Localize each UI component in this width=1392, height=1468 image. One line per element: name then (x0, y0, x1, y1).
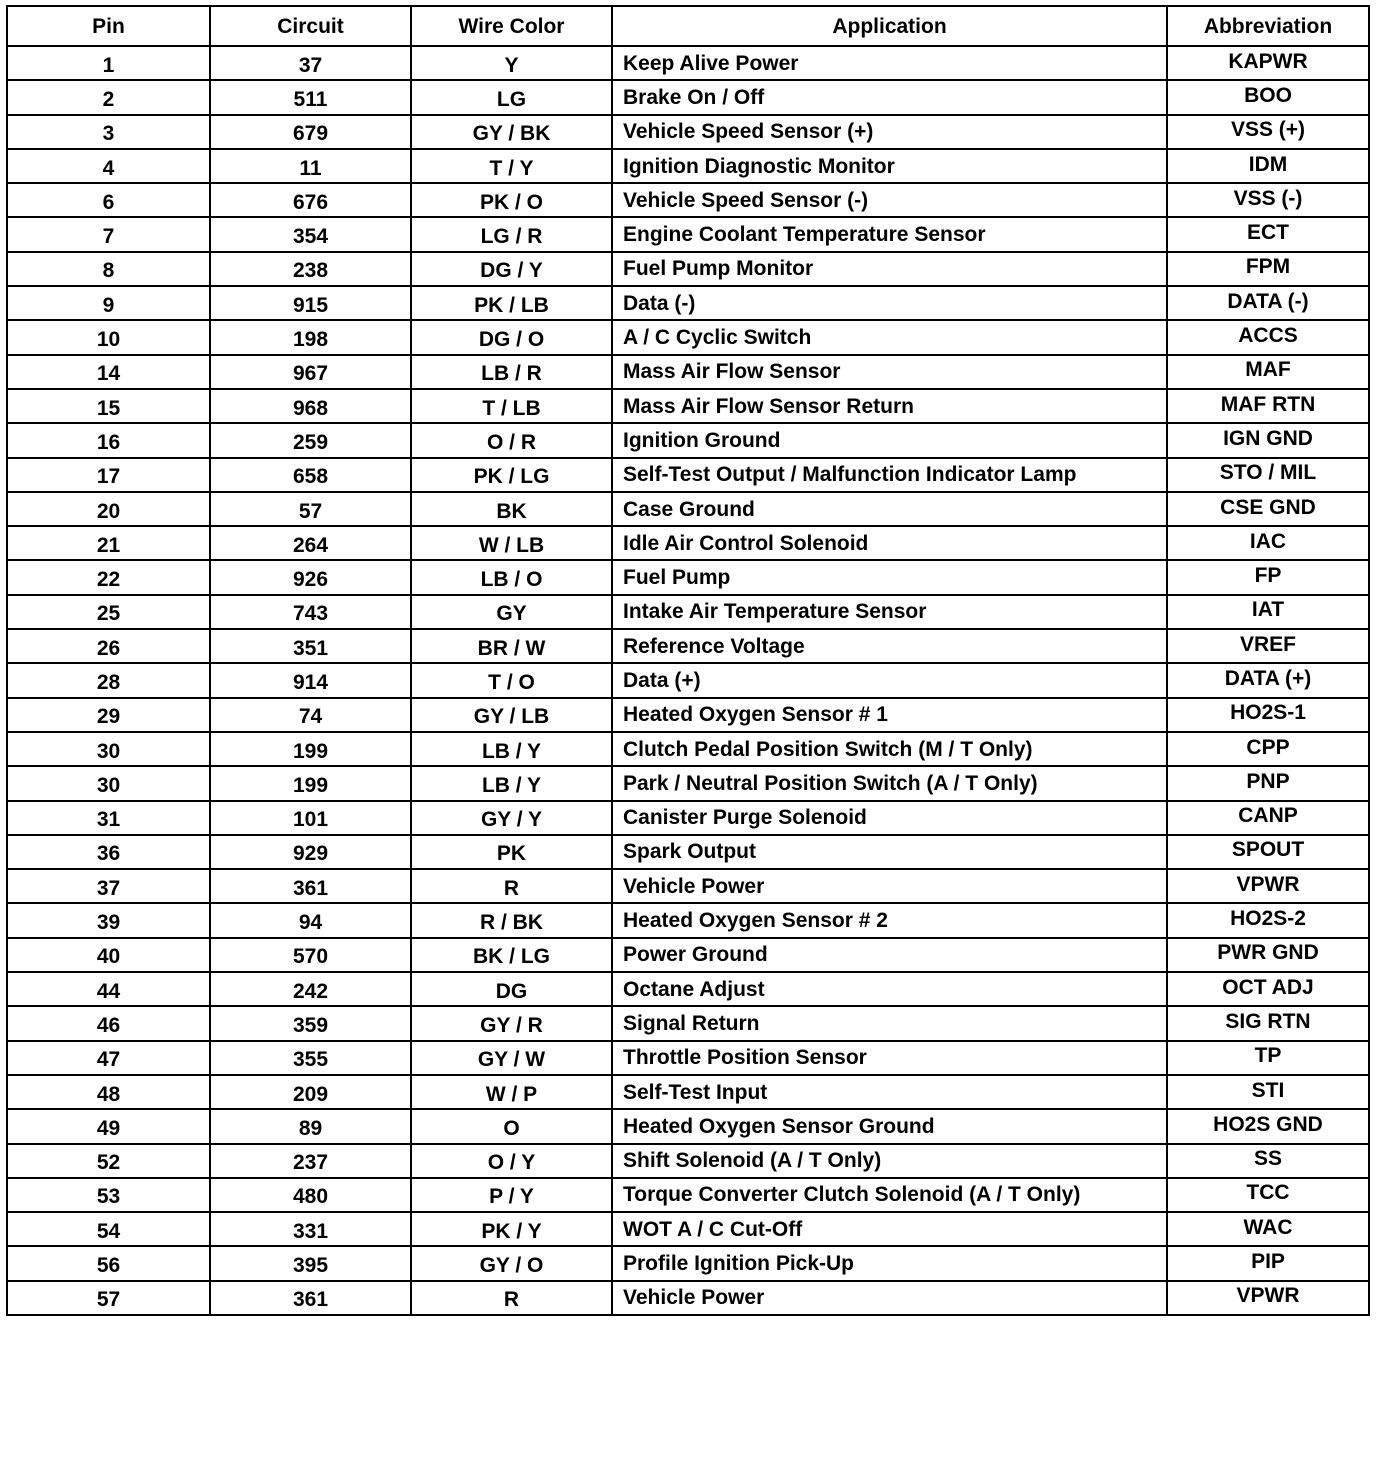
circuit-cell: 199 (210, 732, 411, 766)
wire-color-cell: GY / LB (411, 698, 612, 732)
table-row (7, 423, 1369, 457)
circuit-cell: 676 (210, 183, 411, 217)
table-body (7, 46, 1369, 1315)
abbreviation-cell: TCC (1167, 1178, 1369, 1212)
table-row (7, 972, 1369, 1006)
circuit-cell: 914 (210, 663, 411, 697)
wire-color-cell: R / BK (411, 903, 612, 937)
abbreviation-cell: ACCS (1167, 320, 1369, 354)
abbreviation-cell: WAC (1167, 1212, 1369, 1246)
pin-cell: 57 (7, 1281, 210, 1315)
circuit-cell: 967 (210, 355, 411, 389)
application-cell: Mass Air Flow Sensor Return (612, 389, 1167, 423)
wire-color-cell: R (411, 1281, 612, 1315)
pin-cell: 25 (7, 595, 210, 629)
application-cell: Data (+) (612, 663, 1167, 697)
pin-cell: 39 (7, 903, 210, 937)
wire-color-cell: LB / O (411, 560, 612, 594)
abbreviation-cell: VSS (-) (1167, 183, 1369, 217)
application-cell: Heated Oxygen Sensor # 2 (612, 903, 1167, 937)
application-cell: Keep Alive Power (612, 46, 1167, 80)
table-row (7, 1109, 1369, 1143)
circuit-cell: 199 (210, 766, 411, 800)
table-row (7, 1006, 1369, 1040)
pin-cell: 46 (7, 1006, 210, 1040)
circuit-cell: 968 (210, 389, 411, 423)
wire-color-cell: GY / W (411, 1041, 612, 1075)
application-cell: WOT A / C Cut-Off (612, 1212, 1167, 1246)
circuit-cell: 94 (210, 903, 411, 937)
abbreviation-cell: IAC (1167, 526, 1369, 560)
pin-cell: 52 (7, 1144, 210, 1178)
abbreviation-cell: VPWR (1167, 1281, 1369, 1315)
table-row (7, 526, 1369, 560)
pin-cell: 54 (7, 1212, 210, 1246)
wire-color-cell: T / O (411, 663, 612, 697)
application-cell: Vehicle Speed Sensor (-) (612, 183, 1167, 217)
pin-cell: 30 (7, 732, 210, 766)
circuit-cell: 361 (210, 1281, 411, 1315)
circuit-cell: 354 (210, 217, 411, 251)
application-cell: Profile Ignition Pick-Up (612, 1246, 1167, 1280)
circuit-cell: 915 (210, 286, 411, 320)
pin-cell: 30 (7, 766, 210, 800)
application-cell: Brake On / Off (612, 80, 1167, 114)
wire-color-cell: O (411, 1109, 612, 1143)
pin-cell: 28 (7, 663, 210, 697)
table-row (7, 183, 1369, 217)
circuit-cell: 351 (210, 629, 411, 663)
header-abbreviation: Abbreviation (1167, 6, 1369, 46)
pin-cell: 29 (7, 698, 210, 732)
wire-color-cell: T / LB (411, 389, 612, 423)
pin-cell: 4 (7, 149, 210, 183)
table-row (7, 938, 1369, 972)
table-row (7, 217, 1369, 251)
pin-cell: 26 (7, 629, 210, 663)
table-row (7, 355, 1369, 389)
table-row (7, 149, 1369, 183)
wire-color-cell: BK (411, 492, 612, 526)
table-row (7, 663, 1369, 697)
pin-assignment-table (6, 5, 1370, 1316)
pin-cell: 21 (7, 526, 210, 560)
circuit-cell: 101 (210, 801, 411, 835)
abbreviation-cell: IDM (1167, 149, 1369, 183)
application-cell: Torque Converter Clutch Solenoid (A / T Only) (612, 1178, 1167, 1212)
application-cell: Engine Coolant Temperature Sensor (612, 217, 1167, 251)
circuit-cell: 926 (210, 560, 411, 594)
pin-cell: 48 (7, 1075, 210, 1109)
circuit-cell: 743 (210, 595, 411, 629)
header-row (7, 6, 1369, 46)
application-cell: Reference Voltage (612, 629, 1167, 663)
application-cell: Shift Solenoid (A / T Only) (612, 1144, 1167, 1178)
application-cell: Idle Air Control Solenoid (612, 526, 1167, 560)
abbreviation-cell: BOO (1167, 80, 1369, 114)
application-cell: Fuel Pump (612, 560, 1167, 594)
application-cell: Power Ground (612, 938, 1167, 972)
table-row (7, 46, 1369, 80)
table-row (7, 389, 1369, 423)
wire-color-cell: DG / O (411, 320, 612, 354)
pin-cell: 56 (7, 1246, 210, 1280)
abbreviation-cell: SPOUT (1167, 835, 1369, 869)
application-cell: A / C Cyclic Switch (612, 320, 1167, 354)
abbreviation-cell: CPP (1167, 732, 1369, 766)
wire-color-cell: GY / Y (411, 801, 612, 835)
wire-color-cell: O / Y (411, 1144, 612, 1178)
application-cell: Clutch Pedal Position Switch (M / T Only) (612, 732, 1167, 766)
table-row (7, 492, 1369, 526)
abbreviation-cell: IGN GND (1167, 423, 1369, 457)
abbreviation-cell: HO2S-1 (1167, 698, 1369, 732)
circuit-cell: 11 (210, 149, 411, 183)
pin-cell: 2 (7, 80, 210, 114)
wire-color-cell: R (411, 869, 612, 903)
application-cell: Canister Purge Solenoid (612, 801, 1167, 835)
wire-color-cell: GY / R (411, 1006, 612, 1040)
abbreviation-cell: PNP (1167, 766, 1369, 800)
application-cell: Spark Output (612, 835, 1167, 869)
pin-cell: 40 (7, 938, 210, 972)
pin-cell: 20 (7, 492, 210, 526)
circuit-cell: 395 (210, 1246, 411, 1280)
circuit-cell: 679 (210, 115, 411, 149)
pin-table-page (6, 5, 1368, 1316)
circuit-cell: 259 (210, 423, 411, 457)
abbreviation-cell: KAPWR (1167, 46, 1369, 80)
wire-color-cell: PK / LB (411, 286, 612, 320)
abbreviation-cell: DATA (+) (1167, 663, 1369, 697)
circuit-cell: 929 (210, 835, 411, 869)
application-cell: Data (-) (612, 286, 1167, 320)
wire-color-cell: LG / R (411, 217, 612, 251)
wire-color-cell: BK / LG (411, 938, 612, 972)
table-row (7, 595, 1369, 629)
table-row (7, 801, 1369, 835)
circuit-cell: 480 (210, 1178, 411, 1212)
wire-color-cell: BR / W (411, 629, 612, 663)
wire-color-cell: T / Y (411, 149, 612, 183)
application-cell: Vehicle Power (612, 869, 1167, 903)
abbreviation-cell: STI (1167, 1075, 1369, 1109)
table-row (7, 1178, 1369, 1212)
abbreviation-cell: TP (1167, 1041, 1369, 1075)
abbreviation-cell: VSS (+) (1167, 115, 1369, 149)
table-row (7, 766, 1369, 800)
table-row (7, 1281, 1369, 1315)
abbreviation-cell: ECT (1167, 217, 1369, 251)
table-row (7, 1041, 1369, 1075)
table-row (7, 1246, 1369, 1280)
pin-cell: 36 (7, 835, 210, 869)
wire-color-cell: DG (411, 972, 612, 1006)
wire-color-cell: PK / Y (411, 1212, 612, 1246)
table-row (7, 560, 1369, 594)
application-cell: Throttle Position Sensor (612, 1041, 1167, 1075)
abbreviation-cell: VPWR (1167, 869, 1369, 903)
abbreviation-cell: FP (1167, 560, 1369, 594)
abbreviation-cell: MAF RTN (1167, 389, 1369, 423)
application-cell: Heated Oxygen Sensor Ground (612, 1109, 1167, 1143)
abbreviation-cell: SIG RTN (1167, 1006, 1369, 1040)
wire-color-cell: W / P (411, 1075, 612, 1109)
abbreviation-cell: VREF (1167, 629, 1369, 663)
pin-cell: 6 (7, 183, 210, 217)
wire-color-cell: LB / R (411, 355, 612, 389)
circuit-cell: 198 (210, 320, 411, 354)
pin-cell: 1 (7, 46, 210, 80)
table-row (7, 1212, 1369, 1246)
pin-cell: 53 (7, 1178, 210, 1212)
abbreviation-cell: OCT ADJ (1167, 972, 1369, 1006)
abbreviation-cell: PIP (1167, 1246, 1369, 1280)
wire-color-cell: DG / Y (411, 252, 612, 286)
application-cell: Mass Air Flow Sensor (612, 355, 1167, 389)
application-cell: Ignition Diagnostic Monitor (612, 149, 1167, 183)
table-row (7, 320, 1369, 354)
circuit-cell: 37 (210, 46, 411, 80)
application-cell: Self-Test Output / Malfunction Indicator Lamp (612, 458, 1167, 492)
pin-cell: 8 (7, 252, 210, 286)
pin-cell: 16 (7, 423, 210, 457)
application-cell: Octane Adjust (612, 972, 1167, 1006)
application-cell: Park / Neutral Position Switch (A / T Only) (612, 766, 1167, 800)
circuit-cell: 570 (210, 938, 411, 972)
wire-color-cell: LB / Y (411, 732, 612, 766)
wire-color-cell: LB / Y (411, 766, 612, 800)
wire-color-cell: GY / BK (411, 115, 612, 149)
circuit-cell: 89 (210, 1109, 411, 1143)
pin-cell: 31 (7, 801, 210, 835)
pin-cell: 47 (7, 1041, 210, 1075)
circuit-cell: 264 (210, 526, 411, 560)
pin-cell: 7 (7, 217, 210, 251)
wire-color-cell: PK (411, 835, 612, 869)
abbreviation-cell: SS (1167, 1144, 1369, 1178)
header-circuit: Circuit (210, 6, 411, 46)
abbreviation-cell: CANP (1167, 801, 1369, 835)
wire-color-cell: LG (411, 80, 612, 114)
application-cell: Case Ground (612, 492, 1167, 526)
application-cell: Vehicle Speed Sensor (+) (612, 115, 1167, 149)
application-cell: Ignition Ground (612, 423, 1167, 457)
application-cell: Vehicle Power (612, 1281, 1167, 1315)
abbreviation-cell: STO / MIL (1167, 458, 1369, 492)
table-row (7, 252, 1369, 286)
header-wire-color: Wire Color (411, 6, 612, 46)
application-cell: Heated Oxygen Sensor # 1 (612, 698, 1167, 732)
table-row (7, 1075, 1369, 1109)
application-cell: Fuel Pump Monitor (612, 252, 1167, 286)
abbreviation-cell: CSE GND (1167, 492, 1369, 526)
table-header (7, 6, 1369, 46)
table-row (7, 903, 1369, 937)
circuit-cell: 331 (210, 1212, 411, 1246)
header-application: Application (612, 6, 1167, 46)
pin-cell: 17 (7, 458, 210, 492)
pin-cell: 22 (7, 560, 210, 594)
table-row (7, 115, 1369, 149)
pin-cell: 44 (7, 972, 210, 1006)
circuit-cell: 361 (210, 869, 411, 903)
wire-color-cell: O / R (411, 423, 612, 457)
abbreviation-cell: FPM (1167, 252, 1369, 286)
table-row (7, 835, 1369, 869)
wire-color-cell: W / LB (411, 526, 612, 560)
table-row (7, 80, 1369, 114)
circuit-cell: 209 (210, 1075, 411, 1109)
circuit-cell: 658 (210, 458, 411, 492)
table-row (7, 869, 1369, 903)
circuit-cell: 355 (210, 1041, 411, 1075)
table-row (7, 698, 1369, 732)
pin-cell: 14 (7, 355, 210, 389)
abbreviation-cell: MAF (1167, 355, 1369, 389)
circuit-cell: 57 (210, 492, 411, 526)
header-pin: Pin (7, 6, 210, 46)
pin-cell: 37 (7, 869, 210, 903)
application-cell: Intake Air Temperature Sensor (612, 595, 1167, 629)
pin-cell: 15 (7, 389, 210, 423)
table-row (7, 1144, 1369, 1178)
pin-cell: 3 (7, 115, 210, 149)
application-cell: Self-Test Input (612, 1075, 1167, 1109)
pin-cell: 49 (7, 1109, 210, 1143)
circuit-cell: 74 (210, 698, 411, 732)
wire-color-cell: P / Y (411, 1178, 612, 1212)
abbreviation-cell: HO2S GND (1167, 1109, 1369, 1143)
circuit-cell: 511 (210, 80, 411, 114)
wire-color-cell: PK / LG (411, 458, 612, 492)
abbreviation-cell: DATA (-) (1167, 286, 1369, 320)
circuit-cell: 238 (210, 252, 411, 286)
abbreviation-cell: PWR GND (1167, 938, 1369, 972)
wire-color-cell: GY (411, 595, 612, 629)
application-cell: Signal Return (612, 1006, 1167, 1040)
wire-color-cell: Y (411, 46, 612, 80)
wire-color-cell: GY / O (411, 1246, 612, 1280)
circuit-cell: 359 (210, 1006, 411, 1040)
circuit-cell: 242 (210, 972, 411, 1006)
wire-color-cell: PK / O (411, 183, 612, 217)
pin-cell: 9 (7, 286, 210, 320)
circuit-cell: 237 (210, 1144, 411, 1178)
pin-cell: 10 (7, 320, 210, 354)
abbreviation-cell: IAT (1167, 595, 1369, 629)
abbreviation-cell: HO2S-2 (1167, 903, 1369, 937)
table-row (7, 458, 1369, 492)
table-row (7, 286, 1369, 320)
table-row (7, 732, 1369, 766)
table-row (7, 629, 1369, 663)
